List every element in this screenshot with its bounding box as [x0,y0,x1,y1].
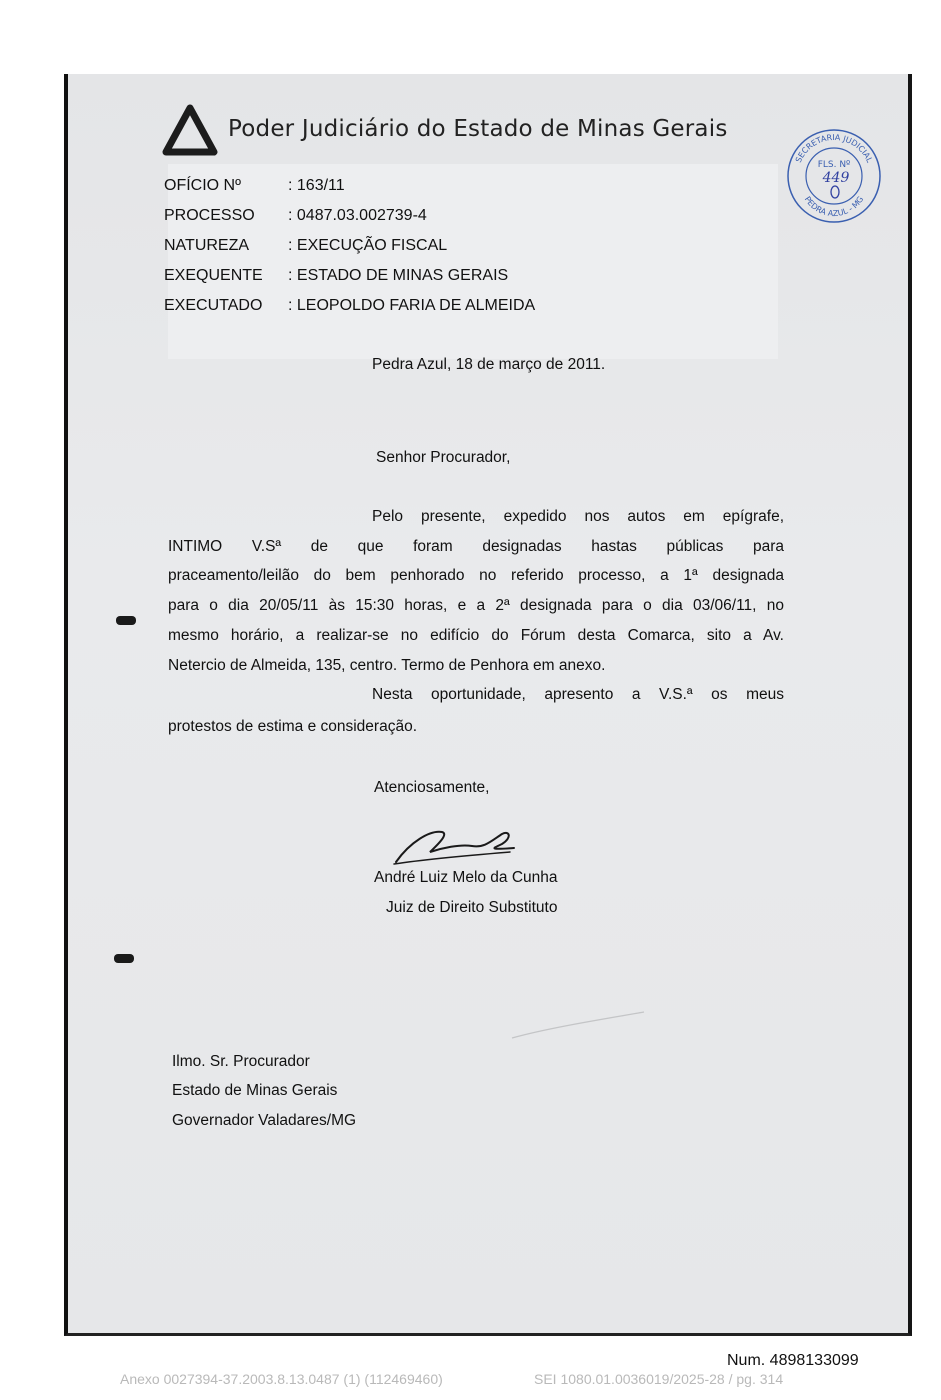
field-label: PROCESSO [164,207,255,224]
letterhead [162,104,802,164]
body-line: praceamento/leilão do bem penhorado no referido processo, a 1ª designada [168,567,784,584]
valediction: Atenciosamente, [374,779,490,796]
handwritten-signature [390,822,520,872]
body-line: Netercio de Almeida, 135, centro. Termo de Penhora em anexo. [168,657,606,674]
recipient-line: Ilmo. Sr. Procurador [172,1053,310,1070]
closing-line: Nesta oportunidade, apresento a V.S.ª os meus [372,686,784,703]
field-label: EXEQUENTE [164,267,263,284]
field-label: EXECUTADO [164,297,263,314]
field-value: : 0487.03.002739-4 [288,207,427,224]
document-number: Num. 4898133099 [727,1352,859,1369]
scanned-page [64,74,912,1336]
closing-line: protestos de estima e consideração. [168,718,417,735]
signer-name: André Luiz Melo da Cunha [374,869,558,886]
field-value: : LEOPOLDO FARIA DE ALMEIDA [288,297,536,314]
annex-reference: Anexo 0027394-37.2003.8.13.0487 (1) (112469460) [120,1371,443,1387]
recipient-line: Governador Valadares/MG [172,1112,357,1129]
body-line: INTIMO V.Sª de que foram designadas hastas públicas para [168,538,784,555]
salutation: Senhor Procurador, [376,449,511,466]
field-label: NATUREZA [164,237,250,254]
signer-title: Juiz de Direito Substituto [386,899,558,916]
stamp-fls-label: FLS. Nº [817,160,851,170]
body-line: mesmo horário, a realizar-se no edifício do Fórum desta Comarca, sito a Av. [168,627,784,644]
field-value: : ESTADO DE MINAS GERAIS [288,267,509,284]
field-value: : 163/11 [288,177,345,194]
stamp-fls-number: 449 [822,170,850,186]
sei-reference: SEI 1080.01.0036019/2025-28 / pg. 314 [534,1371,784,1387]
court-name: Poder Judiciário do Estado de Minas Gerais [228,116,728,142]
field-value: : EXECUÇÃO FISCAL [288,237,448,254]
judicial-secretariat-stamp [784,126,884,226]
body-line: Pelo presente, expedido nos autos em epígrafe, [372,508,784,525]
field-label: OFÍCIO Nº [164,177,241,194]
place-date: Pedra Azul, 18 de março de 2011. [372,356,606,373]
punch-hole [116,616,136,625]
stamp-bottom-text: PEDRA AZUL - MG [802,194,866,219]
body-line: para o dia 20/05/11 às 15:30 horas, e a 2ª designada para o dia 03/06/11, no [168,597,784,614]
pencil-mark [508,1004,648,1044]
recipient-line: Estado de Minas Gerais [172,1082,338,1099]
paper-highlight [168,164,778,359]
punch-hole [114,954,134,963]
court-triangle-logo-icon [162,104,218,156]
stamp-top-text: SECRETARIA JUDICIAL [793,132,875,164]
